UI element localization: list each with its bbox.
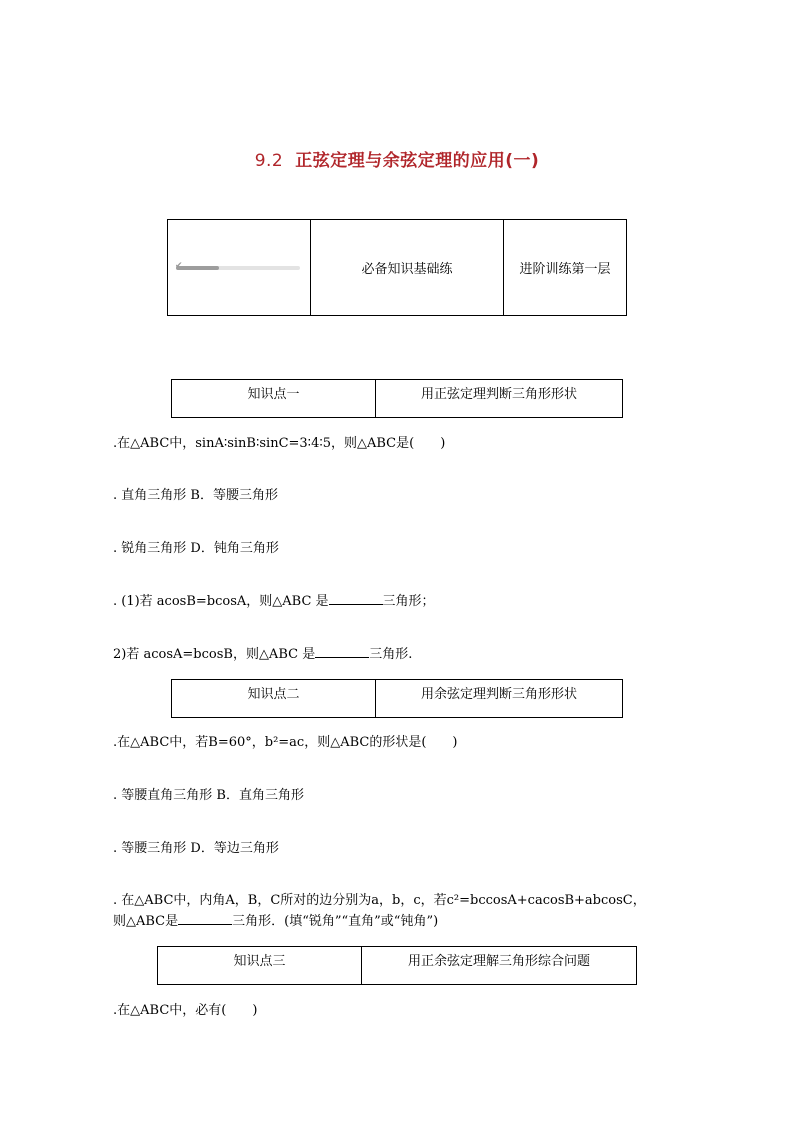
kp2-topic: 用余弦定理判断三角形形状 bbox=[376, 680, 623, 718]
q4-line2-tail: 三角形．(填“锐角”“直角”或“钝角”) bbox=[232, 914, 439, 929]
knowledge-point-2-table bbox=[171, 679, 623, 718]
q2-part2-text: 2)若 acosA=bcosB，则△ABC 是 bbox=[113, 647, 316, 662]
header-col3: 进阶训练第一层 bbox=[504, 220, 627, 316]
page-title bbox=[0, 146, 794, 171]
q2-part2 bbox=[113, 645, 412, 664]
kp3-topic: 用正余弦定理解三角形综合问题 bbox=[362, 947, 637, 985]
kp1-topic: 用正弦定理判断三角形形状 bbox=[376, 380, 623, 418]
progress-bar bbox=[175, 260, 300, 273]
header-table bbox=[167, 219, 627, 316]
q3-options-cd: . 等腰三角形 D．等边三角形 bbox=[113, 841, 279, 856]
q2-part1-blank bbox=[329, 592, 383, 605]
section-title: 正弦定理与余弦定理的应用(一) bbox=[295, 151, 540, 171]
progress-cell bbox=[168, 220, 311, 316]
header-col2: 必备知识基础练 bbox=[311, 220, 504, 316]
knowledge-point-1-table bbox=[171, 379, 623, 418]
check-icon: ✔ bbox=[175, 260, 183, 271]
q2-part1-tail: 三角形； bbox=[382, 594, 435, 609]
q4-line2-text: 则△ABC是 bbox=[113, 914, 179, 929]
q2-part2-blank bbox=[315, 645, 369, 658]
kp3-label: 知识点三 bbox=[158, 947, 362, 985]
kp2-label: 知识点二 bbox=[172, 680, 376, 718]
q1-options-cd: . 锐角三角形 D．钝角三角形 bbox=[113, 541, 279, 556]
q4-blank bbox=[178, 912, 232, 925]
q5-stem: .在△ABC中，必有( ) bbox=[113, 1003, 258, 1018]
q2-part2-tail: 三角形. bbox=[369, 647, 413, 662]
q3-options-ab: . 等腰直角三角形 B．直角三角形 bbox=[113, 788, 304, 803]
q1-stem: .在△ABC中，sinA∶sinB∶sinC=3∶4∶5，则△ABC是( ) bbox=[113, 436, 446, 451]
knowledge-point-3-table bbox=[157, 946, 637, 985]
q1-options-ab: . 直角三角形 B．等腰三角形 bbox=[113, 488, 278, 503]
q4-line1: . 在△ABC中，内角A，B，C所对的边分别为a，b，c，若c²=bccosA+cacosB+abcosC， bbox=[113, 893, 646, 908]
section-number: 9.2 bbox=[254, 151, 284, 171]
q3-stem: .在△ABC中，若B=60°，b²=ac，则△ABC的形状是( ) bbox=[113, 735, 458, 750]
kp1-label: 知识点一 bbox=[172, 380, 376, 418]
q4-line2 bbox=[113, 912, 438, 931]
q2-part1-text: . (1)若 acosB=bcosA，则△ABC 是 bbox=[113, 594, 329, 609]
q2-part1 bbox=[113, 592, 435, 611]
